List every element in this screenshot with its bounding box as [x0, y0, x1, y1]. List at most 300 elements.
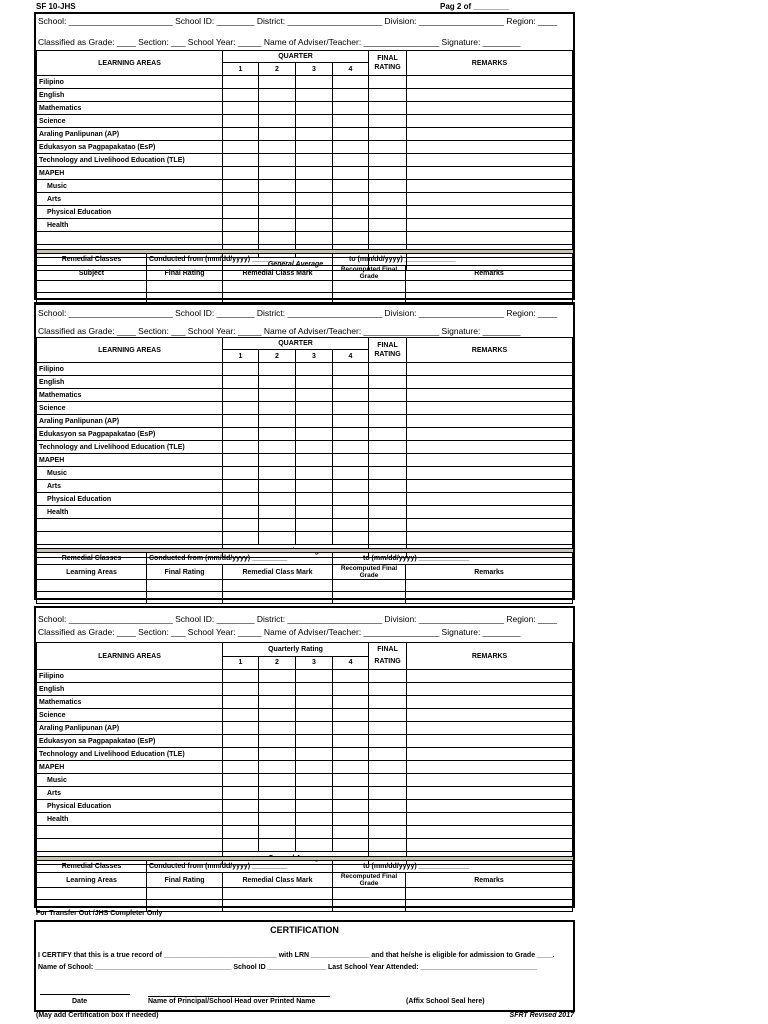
remarks-cell[interactable] [407, 774, 573, 787]
grade-cell[interactable] [223, 787, 259, 800]
grade-cell[interactable] [333, 167, 369, 180]
conducted-to[interactable]: to (mm/dd/yyyy) _____________ [333, 861, 573, 873]
grade-cell[interactable] [223, 441, 259, 454]
grade-cell[interactable] [333, 709, 369, 722]
grade-cell[interactable] [223, 206, 259, 219]
grade-cell[interactable] [333, 128, 369, 141]
grade-cell[interactable] [223, 748, 259, 761]
grade-cell[interactable] [223, 402, 259, 415]
grade-cell[interactable] [333, 363, 369, 376]
grade-cell[interactable] [296, 167, 333, 180]
final-cell[interactable] [369, 839, 407, 852]
grade-cell[interactable] [223, 232, 259, 245]
remarks-cell[interactable] [407, 800, 573, 813]
final-cell[interactable] [369, 167, 407, 180]
grade-cell[interactable] [296, 467, 333, 480]
remarks-cell[interactable] [407, 89, 573, 102]
grade-cell[interactable] [223, 428, 259, 441]
grade-cell[interactable] [223, 800, 259, 813]
blank-subject[interactable] [37, 839, 223, 852]
grade-cell[interactable] [223, 219, 259, 232]
final-cell[interactable] [369, 128, 407, 141]
grade-cell[interactable] [223, 89, 259, 102]
grade-cell[interactable] [223, 389, 259, 402]
final-cell[interactable] [369, 748, 407, 761]
grade-cell[interactable] [223, 813, 259, 826]
grade-cell[interactable] [333, 376, 369, 389]
grade-cell[interactable] [223, 376, 259, 389]
final-cell[interactable] [369, 363, 407, 376]
grade-cell[interactable] [296, 76, 333, 89]
remedial-learning-areas-header: Learning Areas [37, 873, 147, 888]
grade-cell[interactable] [223, 167, 259, 180]
grade-cell[interactable] [333, 428, 369, 441]
conducted-to[interactable]: to (mm/dd/yyyy) _____________ [333, 254, 573, 266]
grade-cell[interactable] [333, 774, 369, 787]
grade-cell[interactable] [259, 128, 296, 141]
grade-cell[interactable] [296, 206, 333, 219]
grade-cell[interactable] [259, 493, 296, 506]
remarks-cell[interactable] [407, 428, 573, 441]
grade-cell[interactable] [333, 839, 369, 852]
school-info-row[interactable]: School: ______________________ School ID: ________ District: ____________________ Division: __________________ Region: ____ [38, 308, 557, 318]
grade-cell[interactable] [333, 480, 369, 493]
remedial-cell[interactable] [333, 592, 406, 604]
remarks-cell[interactable] [407, 76, 573, 89]
grade-cell[interactable] [259, 787, 296, 800]
grade-cell[interactable] [223, 683, 259, 696]
grade-cell[interactable] [259, 813, 296, 826]
remarks-cell[interactable] [407, 519, 573, 532]
final-cell[interactable] [369, 76, 407, 89]
remarks-cell[interactable] [407, 102, 573, 115]
grade-cell[interactable] [296, 709, 333, 722]
final-cell[interactable] [369, 193, 407, 206]
final-cell[interactable] [369, 180, 407, 193]
grade-cell[interactable] [223, 670, 259, 683]
grade-cell[interactable] [333, 206, 369, 219]
remarks-header: REMARKS [407, 338, 573, 363]
remarks-cell[interactable] [407, 709, 573, 722]
final-cell[interactable] [369, 735, 407, 748]
grade-cell[interactable] [333, 493, 369, 506]
grade-cell[interactable] [223, 480, 259, 493]
grade-cell[interactable] [259, 774, 296, 787]
grade-cell[interactable] [259, 376, 296, 389]
remarks-cell[interactable] [407, 219, 573, 232]
remedial-cell[interactable] [223, 580, 333, 592]
conducted-from[interactable]: Conducted from (mm/dd/yyyy) _________ [147, 254, 333, 266]
remedial-cell[interactable] [406, 888, 573, 900]
grade-cell[interactable] [333, 683, 369, 696]
date-signature-line[interactable] [40, 994, 130, 995]
grade-cell[interactable] [333, 219, 369, 232]
grade-cell[interactable] [333, 467, 369, 480]
grade-cell[interactable] [296, 532, 333, 545]
grade-cell[interactable] [296, 415, 333, 428]
remedial-cell[interactable] [37, 281, 147, 293]
remedial-cell[interactable] [37, 592, 147, 604]
remarks-cell[interactable] [407, 813, 573, 826]
final-cell[interactable] [369, 219, 407, 232]
remedial-cell[interactable] [147, 888, 223, 900]
grade-cell[interactable] [296, 722, 333, 735]
grade-cell[interactable] [259, 683, 296, 696]
grade-cell[interactable] [223, 826, 259, 839]
certify-statement[interactable]: I CERTIFY that this is a true record of _____________________________ with LRN _______________ and that he/she is eligible for admission to Grade ____. [38, 952, 555, 959]
grade-cell[interactable] [333, 454, 369, 467]
grade-cell[interactable] [296, 376, 333, 389]
grade-cell[interactable] [259, 441, 296, 454]
remedial-cell[interactable] [37, 580, 147, 592]
grade-cell[interactable] [223, 493, 259, 506]
remedial-cell[interactable] [406, 592, 573, 604]
final-cell[interactable] [369, 480, 407, 493]
remarks-cell[interactable] [407, 402, 573, 415]
remedial-cell[interactable] [37, 888, 147, 900]
final-cell[interactable] [369, 493, 407, 506]
final-cell[interactable] [369, 761, 407, 774]
remarks-cell[interactable] [407, 493, 573, 506]
blank-subject[interactable] [37, 232, 223, 245]
grade-cell[interactable] [333, 735, 369, 748]
grade-cell[interactable] [223, 193, 259, 206]
remarks-cell[interactable] [407, 441, 573, 454]
grade-cell[interactable] [259, 141, 296, 154]
remarks-cell[interactable] [407, 154, 573, 167]
blank-subject[interactable] [37, 826, 223, 839]
blank-subject[interactable] [37, 532, 223, 545]
grade-cell[interactable] [259, 180, 296, 193]
final-cell[interactable] [369, 102, 407, 115]
remarks-cell[interactable] [407, 839, 573, 852]
final-cell[interactable] [369, 232, 407, 245]
subject-mathematics: Mathematics [37, 696, 223, 709]
remarks-cell[interactable] [407, 206, 573, 219]
grade-cell[interactable] [223, 735, 259, 748]
grade-cell[interactable] [223, 506, 259, 519]
grade-cell[interactable] [259, 167, 296, 180]
remedial-cell[interactable] [223, 888, 333, 900]
final-cell[interactable] [369, 787, 407, 800]
grade-cell[interactable] [333, 102, 369, 115]
remarks-cell[interactable] [407, 670, 573, 683]
grade-cell[interactable] [223, 128, 259, 141]
grade-cell[interactable] [296, 154, 333, 167]
grade-cell[interactable] [259, 232, 296, 245]
final-cell[interactable] [369, 683, 407, 696]
grade-cell[interactable] [259, 115, 296, 128]
school-info-row[interactable]: School: ______________________ School ID: ________ District: ____________________ Division: __________________ Region: ____ [38, 16, 557, 26]
grade-cell[interactable] [296, 402, 333, 415]
grade-cell[interactable] [259, 363, 296, 376]
conducted-from[interactable]: Conducted from (mm/dd/yyyy) _________ [147, 861, 333, 873]
subject-science: Science [37, 115, 223, 128]
grade-cell[interactable] [223, 519, 259, 532]
grade-cell[interactable] [259, 428, 296, 441]
remarks-cell[interactable] [407, 748, 573, 761]
grade-cell[interactable] [296, 389, 333, 402]
grade-cell[interactable] [259, 76, 296, 89]
grade-cell[interactable] [296, 826, 333, 839]
final-cell[interactable] [369, 415, 407, 428]
grade-cell[interactable] [223, 722, 259, 735]
grade-cell[interactable] [296, 180, 333, 193]
grade-cell[interactable] [333, 389, 369, 402]
grade-cell[interactable] [333, 402, 369, 415]
remarks-cell[interactable] [407, 115, 573, 128]
grade-cell[interactable] [259, 761, 296, 774]
subject-tle: Technology and Livelihood Education (TLE) [37, 154, 223, 167]
grade-cell[interactable] [333, 800, 369, 813]
grade-cell[interactable] [259, 722, 296, 735]
final-cell[interactable] [369, 441, 407, 454]
remedial-cell[interactable] [406, 900, 573, 912]
remedial-cell[interactable] [333, 281, 406, 293]
grade-cell[interactable] [296, 128, 333, 141]
remedial-cell[interactable] [147, 580, 223, 592]
final-cell[interactable] [369, 826, 407, 839]
grade-cell[interactable] [296, 670, 333, 683]
blank-subject[interactable] [37, 519, 223, 532]
grade-cell[interactable] [333, 748, 369, 761]
grade-cell[interactable] [296, 89, 333, 102]
remarks-cell[interactable] [407, 506, 573, 519]
grade-cell[interactable] [259, 154, 296, 167]
remedial-cell[interactable] [406, 580, 573, 592]
remedial-cell[interactable] [147, 281, 223, 293]
grade-cell[interactable] [296, 141, 333, 154]
remarks-cell[interactable] [407, 722, 573, 735]
final-cell[interactable] [369, 206, 407, 219]
remedial-cell[interactable] [223, 900, 333, 912]
grade-cell[interactable] [333, 813, 369, 826]
grade-cell[interactable] [333, 696, 369, 709]
grade-cell[interactable] [333, 89, 369, 102]
grade-cell[interactable] [259, 467, 296, 480]
grade-cell[interactable] [296, 683, 333, 696]
scholastic-record-3 [34, 606, 575, 908]
grade-cell[interactable] [296, 519, 333, 532]
final-cell[interactable] [369, 154, 407, 167]
grade-cell[interactable] [333, 532, 369, 545]
grade-cell[interactable] [259, 696, 296, 709]
grade-cell[interactable] [296, 696, 333, 709]
grade-cell[interactable] [259, 532, 296, 545]
grade-cell[interactable] [259, 219, 296, 232]
final-cell[interactable] [369, 506, 407, 519]
final-cell[interactable] [369, 800, 407, 813]
grade-cell[interactable] [296, 232, 333, 245]
grade-cell[interactable] [333, 722, 369, 735]
class-info-row[interactable]: Classified as Grade: ____ Section: ___ School Year: _____ Name of Adviser/Teacher: ________________ Signature: ________ [38, 37, 521, 47]
grade-cell[interactable] [296, 800, 333, 813]
remarks-cell[interactable] [407, 735, 573, 748]
grade-cell[interactable] [223, 454, 259, 467]
grade-cell[interactable] [333, 415, 369, 428]
grade-cell[interactable] [296, 774, 333, 787]
grade-cell[interactable] [259, 800, 296, 813]
final-cell[interactable] [369, 467, 407, 480]
remarks-cell[interactable] [407, 363, 573, 376]
grade-cell[interactable] [259, 735, 296, 748]
grade-cell[interactable] [259, 454, 296, 467]
remarks-cell[interactable] [407, 167, 573, 180]
final-cell[interactable] [369, 141, 407, 154]
grade-cell[interactable] [223, 180, 259, 193]
grade-cell[interactable] [223, 761, 259, 774]
remarks-cell[interactable] [407, 826, 573, 839]
remarks-cell[interactable] [407, 454, 573, 467]
grade-cell[interactable] [223, 839, 259, 852]
grade-cell[interactable] [259, 748, 296, 761]
conducted-from[interactable]: Conducted from (mm/dd/yyyy) _________ [147, 553, 333, 565]
principal-signature-line[interactable] [148, 996, 330, 997]
final-cell[interactable] [369, 89, 407, 102]
grade-cell[interactable] [333, 154, 369, 167]
final-cell[interactable] [369, 428, 407, 441]
grade-cell[interactable] [223, 141, 259, 154]
remarks-cell[interactable] [407, 467, 573, 480]
remarks-cell[interactable] [407, 180, 573, 193]
grade-cell[interactable] [259, 206, 296, 219]
grade-cell[interactable] [296, 102, 333, 115]
grade-cell[interactable] [296, 441, 333, 454]
grade-cell[interactable] [259, 389, 296, 402]
grade-cell[interactable] [259, 519, 296, 532]
remarks-cell[interactable] [407, 696, 573, 709]
final-cell[interactable] [369, 722, 407, 735]
grade-cell[interactable] [223, 696, 259, 709]
grade-cell[interactable] [296, 839, 333, 852]
grade-cell[interactable] [333, 761, 369, 774]
grade-cell[interactable] [333, 232, 369, 245]
remarks-cell[interactable] [407, 787, 573, 800]
remarks-cell[interactable] [407, 415, 573, 428]
remedial-class-mark-header: Remedial Class Mark [223, 266, 333, 281]
grade-cell[interactable] [296, 454, 333, 467]
grade-cell[interactable] [296, 506, 333, 519]
remedial-final-rating-header: Final Rating [147, 266, 223, 281]
school-info-row[interactable]: School: ______________________ School ID: ________ District: ____________________ Division: __________________ Region: ____ [38, 614, 557, 624]
class-info-row[interactable]: Classified as Grade: ____ Section: ___ School Year: _____ Name of Adviser/Teacher: ________________ Signature: ________ [38, 627, 521, 637]
grade-cell[interactable] [223, 709, 259, 722]
school-name-line[interactable]: Name of School: ___________________________________ School ID _______________ Last School Year Attended: ______________________________ [38, 964, 538, 971]
grade-cell[interactable] [333, 141, 369, 154]
grade-cell[interactable] [259, 102, 296, 115]
remedial-cell[interactable] [223, 281, 333, 293]
grade-cell[interactable] [333, 76, 369, 89]
final-cell[interactable] [369, 454, 407, 467]
grade-cell[interactable] [259, 402, 296, 415]
final-cell[interactable] [369, 709, 407, 722]
grade-cell[interactable] [333, 115, 369, 128]
remedial-cell[interactable] [147, 592, 223, 604]
grade-cell[interactable] [223, 115, 259, 128]
grade-cell[interactable] [296, 787, 333, 800]
grade-cell[interactable] [223, 532, 259, 545]
grade-cell[interactable] [223, 774, 259, 787]
conducted-to[interactable]: to (mm/dd/yyyy) _____________ [333, 553, 573, 565]
grade-cell[interactable] [259, 839, 296, 852]
general-average-label: General Average [223, 258, 369, 271]
grade-cell[interactable] [296, 493, 333, 506]
grade-cell[interactable] [259, 480, 296, 493]
grade-cell[interactable] [333, 193, 369, 206]
grade-cell[interactable] [333, 670, 369, 683]
grade-cell[interactable] [223, 363, 259, 376]
remedial-cell[interactable] [333, 900, 406, 912]
grade-cell[interactable] [333, 826, 369, 839]
final-cell[interactable] [369, 670, 407, 683]
grade-cell[interactable] [296, 428, 333, 441]
grade-cell[interactable] [223, 415, 259, 428]
grade-cell[interactable] [223, 467, 259, 480]
grade-cell[interactable] [333, 441, 369, 454]
remedial-cell[interactable] [406, 281, 573, 293]
remarks-cell[interactable] [407, 141, 573, 154]
remedial-cell[interactable] [333, 580, 406, 592]
grade-cell[interactable] [296, 115, 333, 128]
final-cell[interactable] [369, 532, 407, 545]
remarks-cell[interactable] [407, 376, 573, 389]
final-cell[interactable] [369, 774, 407, 787]
grade-cell[interactable] [223, 76, 259, 89]
final-cell[interactable] [369, 389, 407, 402]
grade-cell[interactable] [259, 193, 296, 206]
final-cell[interactable] [369, 813, 407, 826]
grade-cell[interactable] [259, 709, 296, 722]
final-cell[interactable] [369, 115, 407, 128]
remedial-cell[interactable] [223, 592, 333, 604]
remarks-cell[interactable] [407, 389, 573, 402]
remarks-cell[interactable] [407, 232, 573, 245]
remarks-cell[interactable] [407, 761, 573, 774]
remarks-cell[interactable] [407, 683, 573, 696]
final-cell[interactable] [369, 376, 407, 389]
grade-cell[interactable] [223, 102, 259, 115]
grade-cell[interactable] [296, 219, 333, 232]
remarks-cell[interactable] [407, 480, 573, 493]
final-cell[interactable] [369, 696, 407, 709]
grade-cell[interactable] [259, 89, 296, 102]
remarks-cell[interactable] [407, 128, 573, 141]
final-cell[interactable] [369, 519, 407, 532]
grade-cell[interactable] [259, 506, 296, 519]
remedial-cell[interactable] [333, 888, 406, 900]
remarks-cell[interactable] [407, 193, 573, 206]
grade-cell[interactable] [296, 748, 333, 761]
grade-cell[interactable] [296, 813, 333, 826]
grade-cell[interactable] [296, 761, 333, 774]
grade-cell[interactable] [296, 363, 333, 376]
grade-cell[interactable] [259, 670, 296, 683]
grade-cell[interactable] [223, 154, 259, 167]
grade-cell[interactable] [333, 519, 369, 532]
grade-cell[interactable] [333, 180, 369, 193]
grade-cell[interactable] [296, 193, 333, 206]
subject-mathematics: Mathematics [37, 389, 223, 402]
grade-cell[interactable] [296, 480, 333, 493]
grade-cell[interactable] [296, 735, 333, 748]
final-cell[interactable] [369, 402, 407, 415]
grade-cell[interactable] [259, 415, 296, 428]
remarks-cell[interactable] [407, 532, 573, 545]
grade-cell[interactable] [333, 787, 369, 800]
grade-cell[interactable] [333, 506, 369, 519]
class-info-row[interactable]: Classified as Grade: ____ Section: ___ School Year: _____ Name of Adviser/Teacher: ________________ Signature: ________ [38, 326, 521, 336]
grade-cell[interactable] [259, 826, 296, 839]
